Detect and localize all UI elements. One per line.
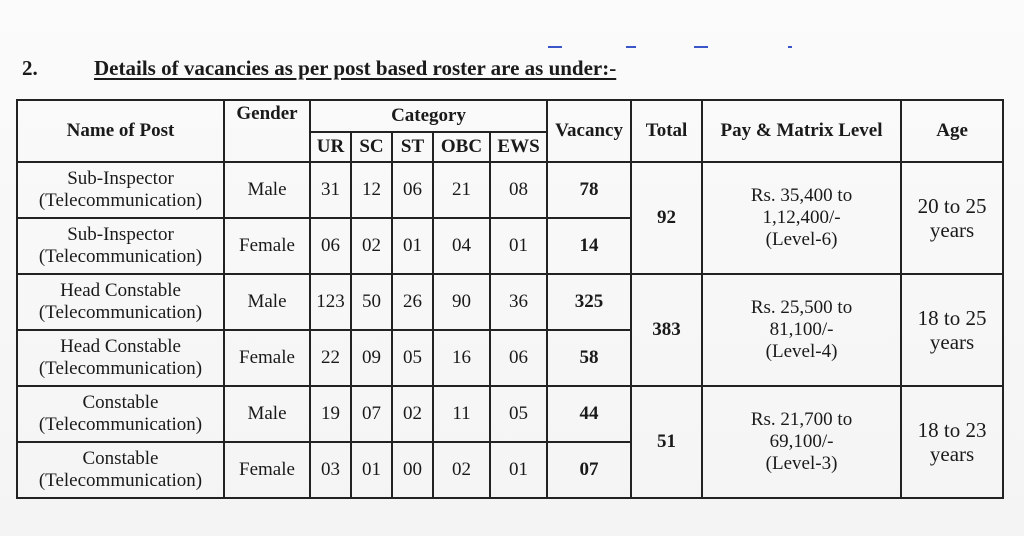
post-name [17,274,224,330]
gender-cell: Female [224,442,310,498]
section-heading [22,56,616,81]
post-title: Sub-Inspector [67,168,174,190]
st-cell: 01 [392,218,433,274]
post-name [17,442,224,498]
post-title: Sub-Inspector [67,224,174,246]
obc-cell: 90 [433,274,490,330]
ews-cell: 06 [490,330,547,386]
col-ur: UR [310,132,351,162]
col-obc: OBC [433,132,490,162]
post-dept: (Telecommunication) [38,190,203,211]
st-cell: 26 [392,274,433,330]
pay-level: (Level-6) [765,228,838,250]
st-cell: 05 [392,330,433,386]
ews-cell: 36 [490,274,547,330]
total-cell: 92 [631,162,702,274]
col-ews: EWS [490,132,547,162]
post-dept: (Telecommunication) [38,358,203,379]
ews-cell: 01 [490,442,547,498]
post-title: Constable [82,392,159,414]
ur-cell: 03 [310,442,351,498]
vacancy-table [16,99,1004,499]
st-cell: 02 [392,386,433,442]
post-title: Constable [82,448,159,470]
ews-cell: 08 [490,162,547,218]
vacancy-cell: 07 [547,442,631,498]
sc-cell: 12 [351,162,392,218]
sc-cell: 01 [351,442,392,498]
ink-mark [694,46,708,48]
age-range: 18 to 23 [917,417,987,442]
age-unit: years [929,442,975,466]
gender-cell: Male [224,386,310,442]
col-name-of-post: Name of Post [17,100,224,162]
post-dept: (Telecommunication) [38,302,203,323]
gender-cell: Male [224,162,310,218]
ews-cell: 01 [490,218,547,274]
age-range: 20 to 25 [917,193,987,218]
age-range: 18 to 25 [917,305,987,330]
obc-cell: 02 [433,442,490,498]
ur-cell: 19 [310,386,351,442]
ews-cell: 05 [490,386,547,442]
col-sc: SC [351,132,392,162]
section-title: Details of vacancies as per post based roster are as under:- [94,56,617,80]
post-dept: (Telecommunication) [38,246,203,267]
pay-level: (Level-4) [765,340,838,362]
gender-cell: Male [224,274,310,330]
total-cell: 51 [631,386,702,498]
pay-cell [702,162,901,274]
gender-cell: Female [224,330,310,386]
ur-cell: 22 [310,330,351,386]
ink-mark [788,46,792,48]
ink-mark [548,46,562,48]
table-row [17,386,1003,442]
age-unit: years [929,218,975,242]
sc-cell: 07 [351,386,392,442]
post-name [17,386,224,442]
ink-mark [626,46,636,48]
pay-cell [702,386,901,498]
age-cell [901,162,1003,274]
st-cell: 06 [392,162,433,218]
obc-cell: 04 [433,218,490,274]
age-cell [901,386,1003,498]
table-row [17,162,1003,218]
table-row [17,274,1003,330]
ur-cell: 123 [310,274,351,330]
post-dept: (Telecommunication) [38,414,203,435]
st-cell: 00 [392,442,433,498]
col-age: Age [901,100,1003,162]
col-category: Category [310,100,547,132]
ur-cell: 31 [310,162,351,218]
sc-cell: 02 [351,218,392,274]
total-cell: 383 [631,274,702,386]
col-vacancy: Vacancy [547,100,631,162]
pay-range-end: 69,100/- [769,431,834,453]
ur-cell: 06 [310,218,351,274]
post-name [17,162,224,218]
vacancy-cell: 325 [547,274,631,330]
pay-range-start: Rs. 35,400 to [750,185,853,207]
vacancy-cell: 58 [547,330,631,386]
age-unit: years [929,330,975,354]
post-name [17,218,224,274]
obc-cell: 21 [433,162,490,218]
vacancy-cell: 44 [547,386,631,442]
sc-cell: 09 [351,330,392,386]
pay-range-end: 81,100/- [769,319,834,341]
pay-range-end: 1,12,400/- [762,207,841,229]
col-total: Total [631,100,702,162]
col-pay: Pay & Matrix Level [702,100,901,162]
header-row [17,100,1003,132]
col-st: ST [392,132,433,162]
post-dept: (Telecommunication) [38,470,203,491]
vacancy-cell: 78 [547,162,631,218]
section-number: 2. [22,56,38,80]
post-title: Head Constable [60,336,181,358]
post-title: Head Constable [60,280,181,302]
pay-level: (Level-3) [765,452,838,474]
pay-cell [702,274,901,386]
gender-cell: Female [224,218,310,274]
pay-range-start: Rs. 25,500 to [750,297,853,319]
age-cell [901,274,1003,386]
col-gender: Gender [224,100,310,162]
obc-cell: 16 [433,330,490,386]
obc-cell: 11 [433,386,490,442]
vacancy-cell: 14 [547,218,631,274]
sc-cell: 50 [351,274,392,330]
pay-range-start: Rs. 21,700 to [750,409,853,431]
post-name [17,330,224,386]
